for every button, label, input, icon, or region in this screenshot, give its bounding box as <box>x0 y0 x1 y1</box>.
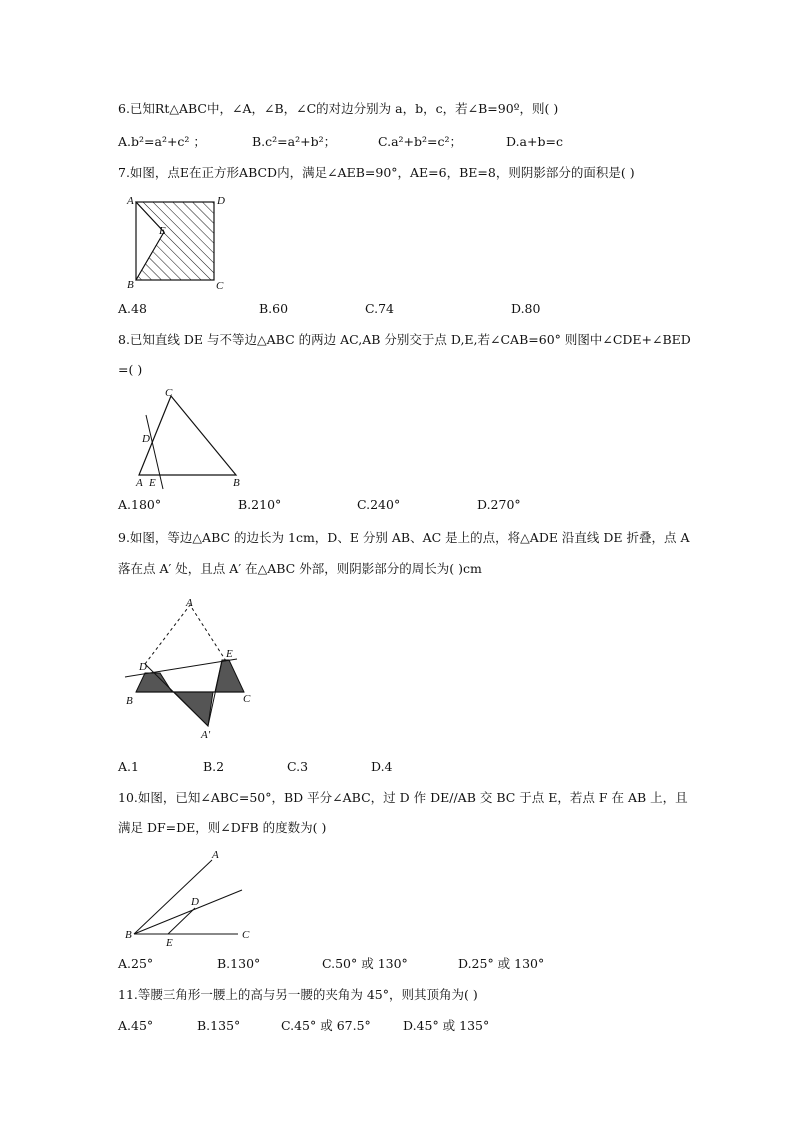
q8-label-c: C <box>165 387 173 399</box>
q10-segment-de <box>168 908 195 934</box>
q10-ray-ba <box>134 860 212 934</box>
q10-option-a: A.25° <box>118 956 154 971</box>
q7-label-a: A <box>127 195 134 207</box>
q7-label-c: C <box>216 280 224 292</box>
q8-option-c: C.240° <box>357 497 401 512</box>
q8-label-e: E <box>149 477 156 489</box>
q7-label-d: D <box>217 195 225 207</box>
q9-label-a-prime: A′ <box>201 729 211 741</box>
q9-shaded-right <box>215 660 244 692</box>
q10-label-e: E <box>166 937 173 949</box>
q9-label-e: E <box>226 648 233 660</box>
q6-option-c: C.a²+b²=c²； <box>378 134 463 149</box>
q9-shaded-left <box>136 673 172 692</box>
q8-option-a: A.180° <box>118 497 162 512</box>
q10-option-d: D.25° 或 130° <box>458 956 545 971</box>
q10-option-b: B.130° <box>217 956 261 971</box>
q11-option-b: B.135° <box>197 1018 241 1033</box>
q10-label-b: B <box>125 929 132 941</box>
q7-option-c: C.74 <box>365 301 394 316</box>
q9-stem-line1: 9.如图，等边△ABC 的边长为 1cm，D、E 分别 AB、AC 是上的点，将△ADE 沿直线 DE 折叠，点 A <box>118 530 690 545</box>
q10-label-c: C <box>242 929 250 941</box>
q7-stem: 7.如图，点E在正方形ABCD内，满足∠AEB=90°，AE=6，BE=8，则阴影部分的面积是( ) <box>118 165 635 180</box>
q9-fold-dashes <box>145 605 226 664</box>
q7-shaded-region <box>136 202 214 280</box>
q9-shaded-bottom <box>174 692 213 726</box>
q9-option-b: B.2 <box>203 759 225 774</box>
q9-option-d: D.4 <box>371 759 393 774</box>
q8-option-b: B.210° <box>238 497 282 512</box>
q9-label-d: D <box>139 661 147 673</box>
q11-option-c: C.45° 或 67.5° <box>281 1018 371 1033</box>
q9-label-c: C <box>243 693 251 705</box>
q9-figure <box>120 595 260 740</box>
q8-label-d: D <box>142 433 150 445</box>
q11-stem: 11.等腰三角形一腰上的高与另一腰的夹角为 45°，则其顶角为( ) <box>118 987 478 1002</box>
q8-stem-line1: 8.已知直线 DE 与不等边△ABC 的两边 AC,AB 分别交于点 D,E,若∠CAB=60° 则图中∠CDE+∠BED <box>118 332 691 347</box>
q11-option-a: A.45° <box>118 1018 154 1033</box>
q8-option-d: D.270° <box>477 497 521 512</box>
q9-label-b: B <box>126 695 133 707</box>
q10-label-d: D <box>191 896 199 908</box>
q7-label-b: B <box>127 279 134 291</box>
q9-option-a: A.1 <box>118 759 139 774</box>
q8-triangle <box>139 396 236 475</box>
q7-option-b: B.60 <box>259 301 289 316</box>
q9-option-c: C.3 <box>287 759 309 774</box>
q7-option-d: D.80 <box>511 301 541 316</box>
q6-option-a: A.b²=a²+c² ； <box>118 134 206 149</box>
q10-label-a: A <box>212 849 219 861</box>
q8-figure <box>130 384 250 494</box>
q8-stem-line2: =( ) <box>118 362 143 377</box>
q10-stem-line1: 10.如图，已知∠ABC=50°，BD 平分∠ABC，过 D 作 DE//AB 交 BC 于点 E，若点 F 在 AB 上，且 <box>118 790 688 805</box>
q10-figure <box>120 845 260 950</box>
q9-stem-line2: 落在点 A′ 处，且点 A′ 在△ABC 外部，则阴影部分的周长为( )cm <box>118 561 482 576</box>
q7-figure <box>120 190 240 295</box>
q9-label-a: A <box>186 597 193 609</box>
q8-label-b: B <box>233 477 240 489</box>
q6-stem: 6.已知Rt△ABC中，∠A，∠B，∠C的对边分别为 a，b，c，若∠B=90º，则( ) <box>118 101 559 116</box>
q6-option-d: D.a+b=c <box>506 134 563 149</box>
q10-option-c: C.50° 或 130° <box>322 956 408 971</box>
q6-option-b: B.c²=a²+b²； <box>252 134 337 149</box>
q7-label-e: E <box>159 225 166 237</box>
q10-stem-line2: 满足 DF=DE，则∠DFB 的度数为( ) <box>118 820 327 835</box>
q10-ray-bd <box>134 890 242 934</box>
q8-label-a: A <box>136 477 143 489</box>
q7-option-a: A.48 <box>118 301 147 316</box>
q11-option-d: D.45° 或 135° <box>403 1018 490 1033</box>
